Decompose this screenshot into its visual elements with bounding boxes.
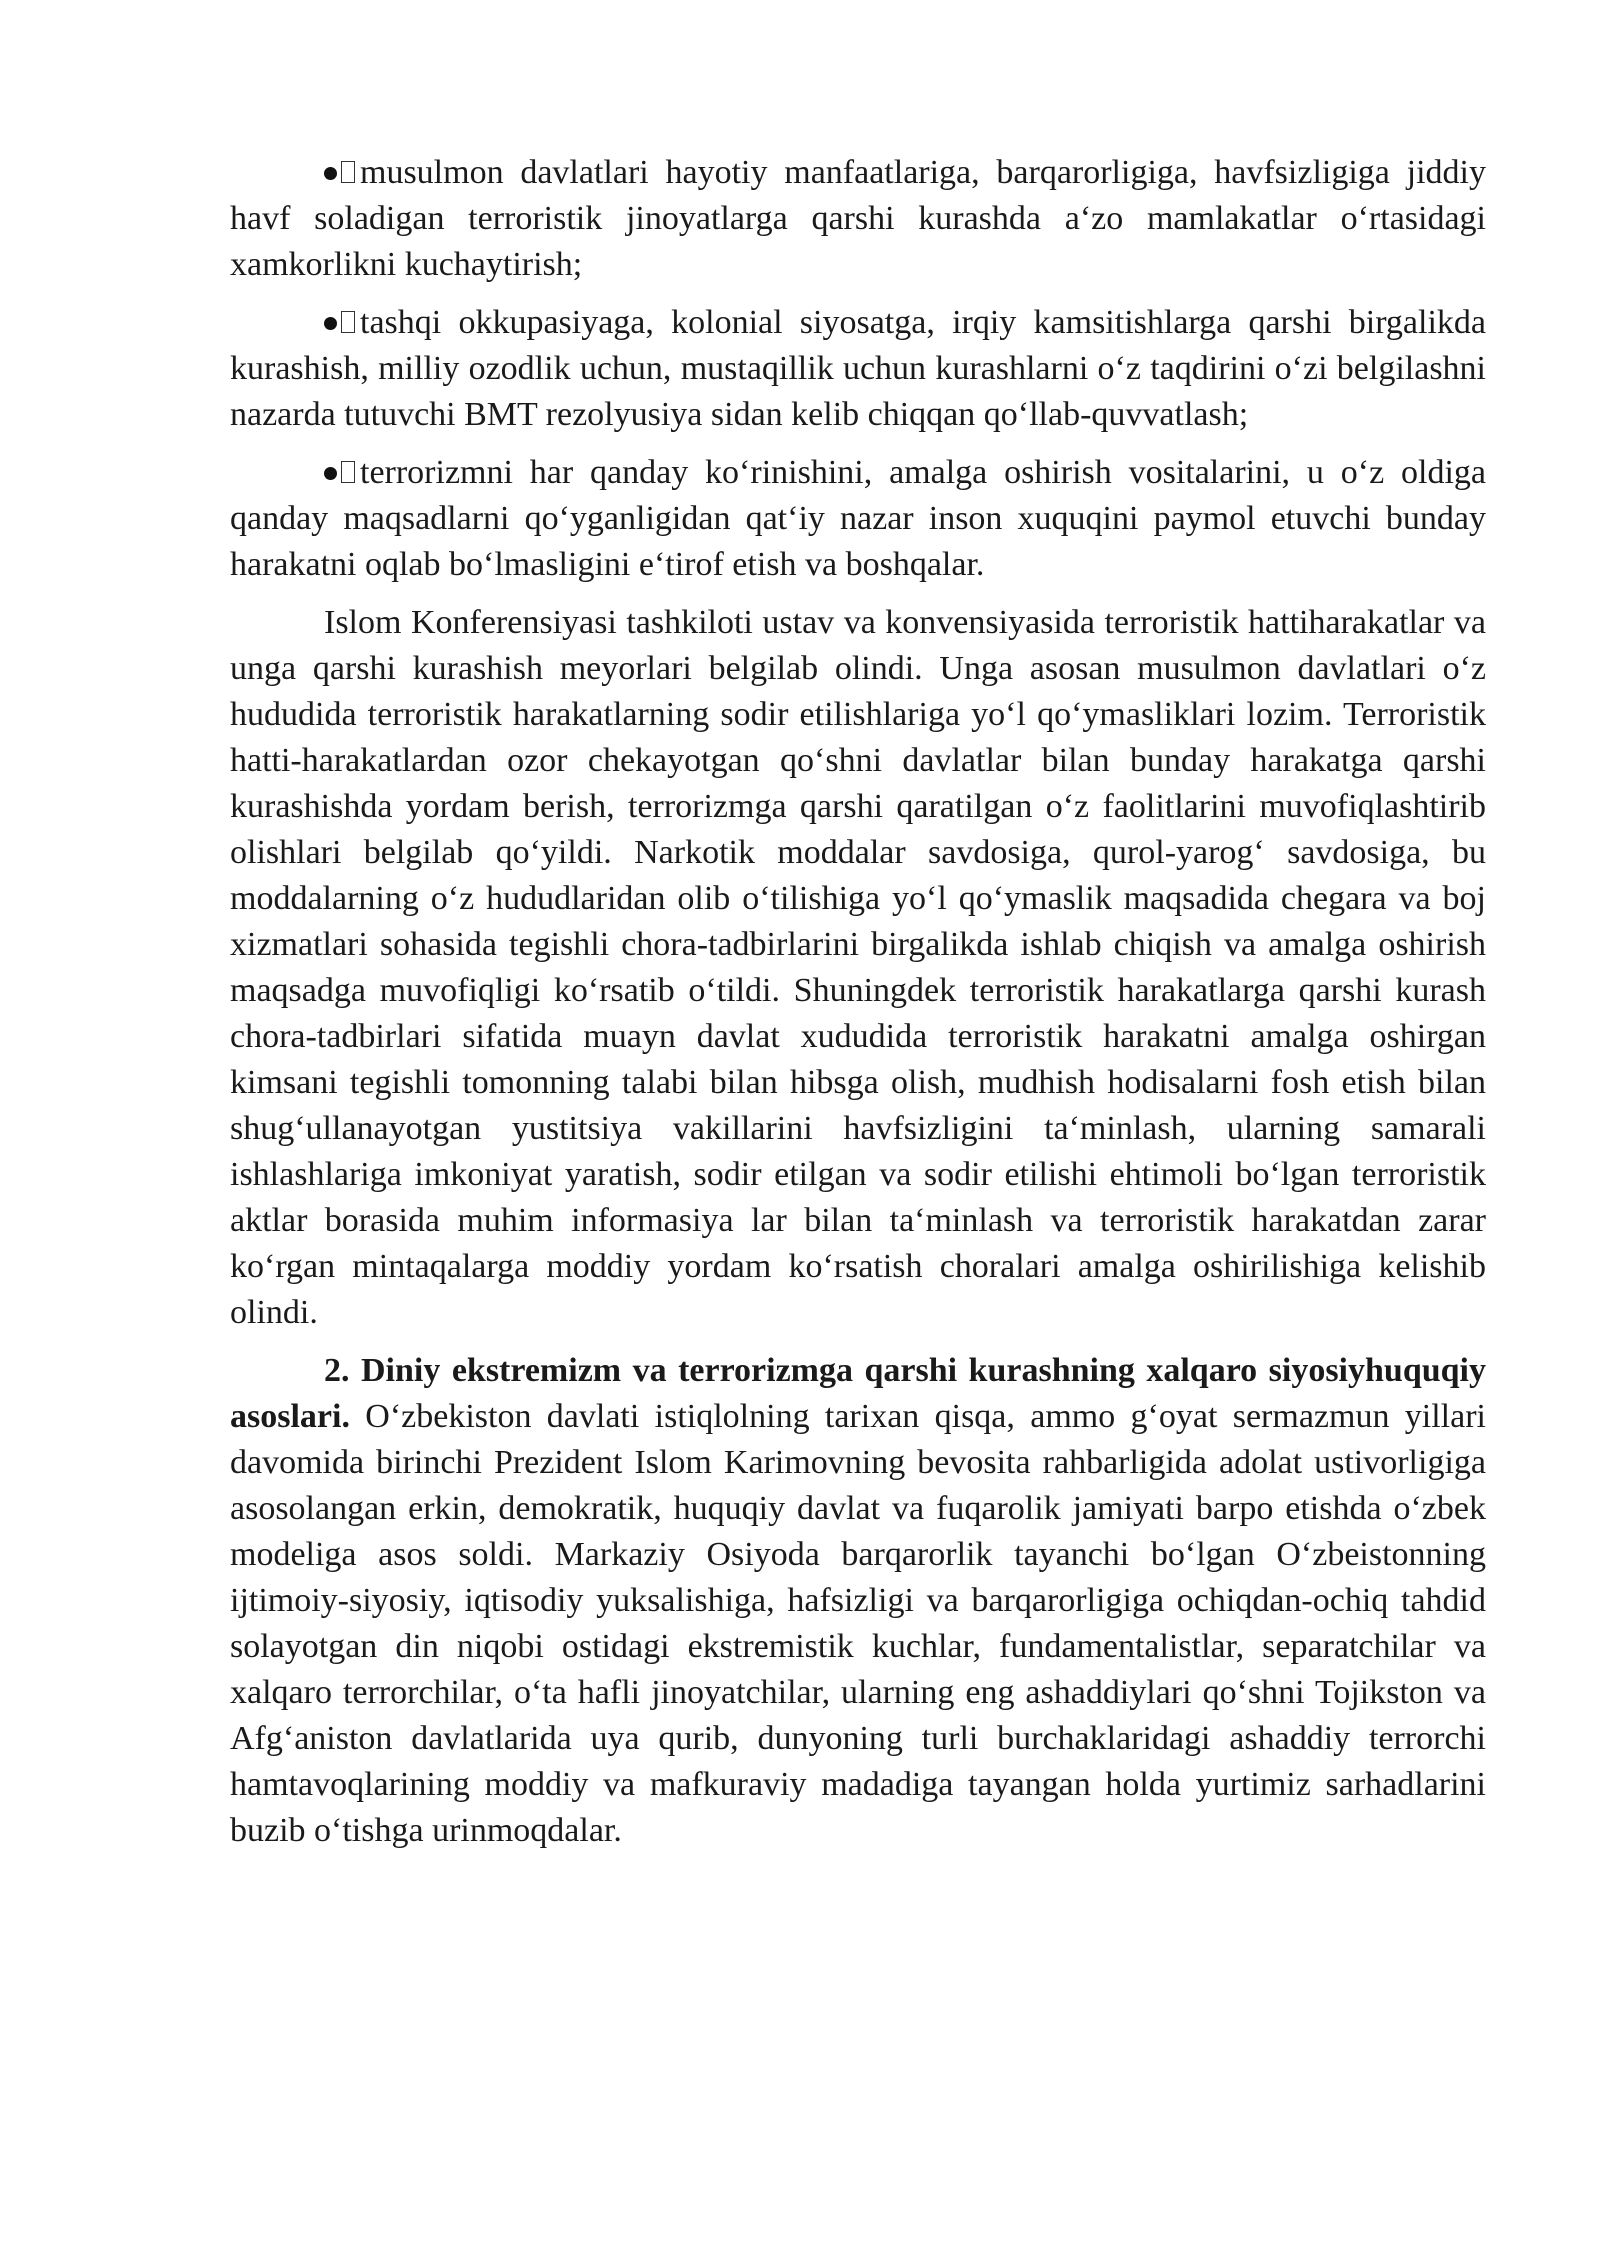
- body-paragraph: Islom Konferensiyasi tashkiloti ustav va konvensiyasida terroristik hattiharakatlar va unga qarshi kurashish meyorlari belgilab olindi. Unga asosan musulmon davlatlari o‘z hududida terroristik harakatlarning sodir etilishlariga yo‘l qo‘ymasliklari lozim. Terroristik hatti-harakatlardan ozor chekayotgan qo‘shni davlatlar bilan bunday harakatga qarshi kurashishda yordam berish, terrorizmga qarshi qaratilgan o‘z faolitlarini muvofiqlashtirib olishlari belgilab qo‘yildi. Narkotik moddalar savdosiga, qurol-yarog‘ savdosiga, bu moddalarning o‘z hududlaridan olib o‘tilishiga yo‘l qo‘ymaslik maqsadida chegara va boj xizmatlari sohasida tegishli chora-tadbirlarini birgalikda ishlab chiqish va amalga oshirish maqsadga muvofiqligi ko‘rsatib o‘tildi. Shuningdek terroristik harakatlarga qarshi kurash chora-tadbirlari sifatida muayn davlat xududida terroristik harakatni amalga oshirgan kimsani tegishli tomonning talabi bilan hibsga olish, mudhish hodisalarni fosh etish bilan shug‘ullanayotgan yustitsiya vakillarini havfsizligini ta‘minlash, ularning samarali ishlashlariga imkoniyat yaratish, sodir etilgan va sodir etilishi ehtimoli bo‘lgan terroristik aktlar borasida muhim informasiya lar bilan ta‘minlash va terroristik harakatdan zarar ko‘rgan mintaqalarga moddiy yordam ko‘rsatish choralari amalga oshirilishiga kelishib olindi.: [230, 604, 1486, 1331]
- bullet-icon: [324, 300, 360, 346]
- section-paragraph: [230, 1348, 1486, 1854]
- section-heading: 2. Diniy ekstremizm va terrorizmga qarshi kurashning xalqaro siyosiyhuquqiy asoslari.: [230, 1352, 1486, 1435]
- bullet-text: tashqi okkupasiyaga, kolonial siyosatga, irqiy kamsitishlarga qarshi birgalikda kurashish, milliy ozodlik uchun, mustaqillik uchun kurashlarni o‘z taqdirini o‘zi belgilashni nazarda tutuvchi BMT rezolyusiya sidan kelib chiqqan qo‘llab-quvvatlash;: [230, 304, 1486, 433]
- bullet-icon: [324, 450, 360, 496]
- bullet-text: terrorizmni har qanday ko‘rinishini, amalga oshirish vositalarini, u o‘z oldiga qanday maqsadlarni qo‘yganligidan qat‘iy nazar inson xuquqini paymol etuvchi bunday harakatni oqlab bo‘lmasligini e‘tirof etish va boshqalar.: [230, 454, 1486, 583]
- bullet-icon: [324, 150, 360, 196]
- bullet-item: [230, 150, 1486, 288]
- document-page: [230, 150, 1486, 1866]
- bullet-text: musulmon davlatlari hayotiy manfaatlariga, barqarorligiga, havfsizligiga jiddiy havf soladigan terroristik jinoyatlarga qarshi kurashda a‘zo mamlakatlar o‘rtasidagi xamkorlikni kuchaytirish;: [230, 154, 1486, 283]
- bullet-item: [230, 450, 1486, 588]
- section-text: O‘zbekiston davlati istiqlolning tarixan qisqa, ammo g‘oyat sermazmun yillari davomida birinchi Prezident Islom Karimovning bevosita rahbarligida adolat ustivorligiga asosolangan erkin, demokratik, huquqiy davlat va fuqarolik jamiyati barpo etishda o‘zbek modeliga asos soldi. Markaziy Osiyoda barqarorlik tayanchi bo‘lgan O‘zbeistonning ijtimoiy-siyosiy, iqtisodiy yuksalishiga, hafsizligi va barqarorligiga ochiqdan-ochiq tahdid solayotgan din niqobi ostidagi ekstremistik kuchlar, fundamentalistlar, separatchilar va xalqaro terrorchilar, o‘ta hafli jinoyatchilar, ularning eng ashaddiylari qo‘shni Tojikston va Afg‘aniston davlatlarida uya qurib, dunyoning turli burchaklaridagi ashaddiy terrorchi hamtavoqlarining moddiy va mafkuraviy madadiga tayangan holda yurtimiz sarhadlarini buzib o‘tishga urinmoqdalar.: [230, 1398, 1486, 1849]
- bullet-item: [230, 300, 1486, 438]
